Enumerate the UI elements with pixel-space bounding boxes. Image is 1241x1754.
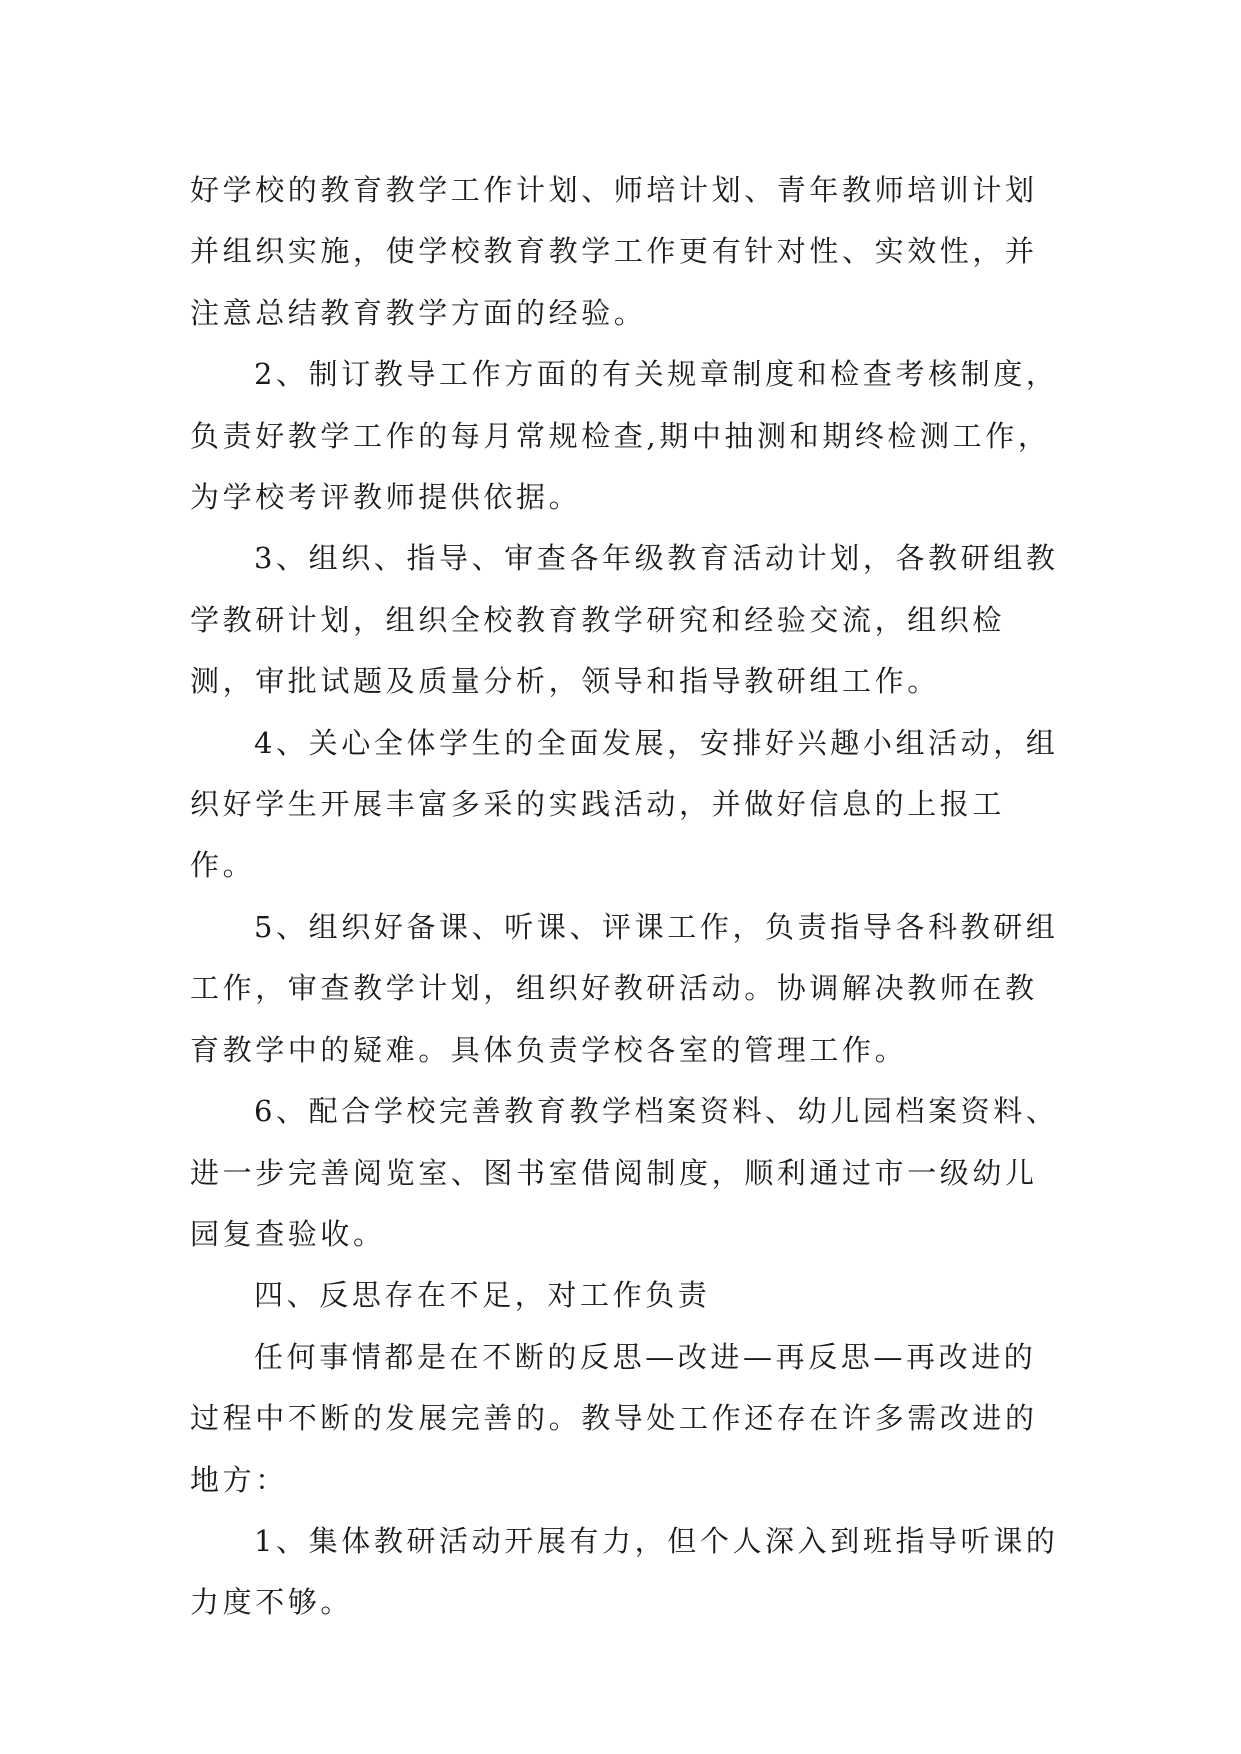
paragraph-item-3: 3、组织、指导、审查各年级教育活动计划，各教研组教学教研计划，组织全校教育教学研究和经验交流，组织检测，审批试题及质量分析，领导和指导教研组工作。 [190, 541, 1059, 699]
paragraph-item-6: 6、配合学校完善教育教学档案资料、幼儿园档案资料、进一步完善阅览室、图书室借阅制度，顺利通过市一级幼儿园复查验收。 [190, 1094, 1059, 1251]
paragraph-shortcoming-1: 1、集体教研活动开展有力，但个人深入到班指导听课的力度不够。 [190, 1523, 1059, 1620]
paragraph-item-2: 2、制订教导工作方面的有关规章制度和检查考核制度，负责好教学工作的每月常规检查,期中抽测和期终检测工作，为学校考评教师提供依据。 [190, 357, 1059, 515]
paragraph-intro: 好学校的教育教学工作计划、师培计划、青年教师培训计划并组织实施，使学校教育教学工作更有针对性、实效性，并注意总结教育教学方面的经验。 [190, 173, 1038, 330]
section-heading-four: 四、反思存在不足，对工作负责 [254, 1278, 711, 1313]
paragraph-reflection: 任何事情都是在不断的反思—改进—再反思—再改进的过程中不断的发展完善的。教导处工作还存在许多需改进的地方： [190, 1339, 1038, 1497]
paragraph-item-5: 5、组织好备课、听课、评课工作，负责指导各科教研组工作，审查教学计划，组织好教研活动。协调解决教师在教育教学中的疑难。具体负责学校各室的管理工作。 [190, 909, 1059, 1067]
paragraph-item-4: 4、关心全体学生的全面发展，安排好兴趣小组活动，组织好学生开展丰富多采的实践活动，并做好信息的上报工作。 [190, 725, 1059, 883]
document-body [190, 160, 1062, 1634]
